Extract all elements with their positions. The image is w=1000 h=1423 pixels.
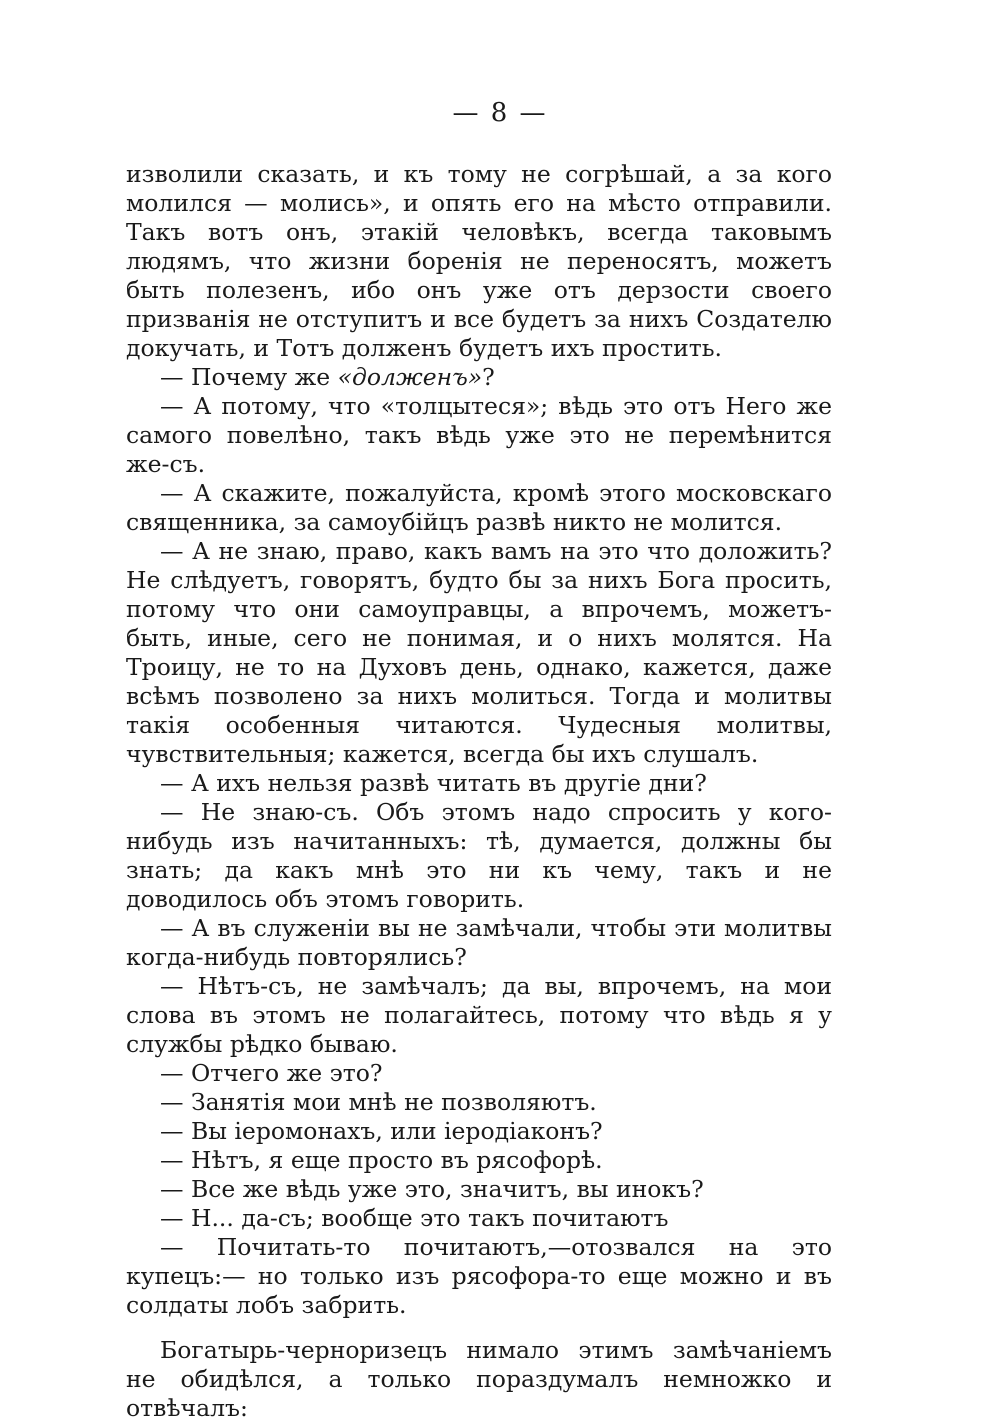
paragraph: — Н... да-съ; вообще это такъ почитаютъ xyxy=(160,1204,669,1232)
paragraph: Богатырь-черноризецъ нимало этимъ замѣчаніемъ не обидѣлся, а только пораздумалъ немножко и отвѣчалъ: xyxy=(126,1336,832,1422)
question-prefix: — Почему же xyxy=(160,363,338,391)
paragraph: — А въ служеніи вы не замѣчали, чтобы эти молитвы когда-нибудь повторялись? xyxy=(126,914,832,971)
paragraph: — Все же вѣдь уже это, значитъ, вы инокъ? xyxy=(160,1175,704,1203)
paragraph: — Отчего же это? xyxy=(160,1059,383,1087)
paragraph: — Не знаю-съ. Объ этомъ надо спросить у кого-нибудь изъ начитанныхъ: тѣ, думается, должны бы знать; да какъ мнѣ это ни къ чему, такъ и не доводилось объ этомъ говорить. xyxy=(126,798,832,913)
paragraph: — А потому, что «толцытеся»; вѣдь это отъ Него же самого повелѣно, такъ вѣдь уже это не перемѣнится же-съ. xyxy=(126,392,832,478)
paragraph: — Почитать-то почитаютъ,—отозвался на это купецъ:— но только изъ рясофора-то еще можно и въ солдаты лобъ забрить. xyxy=(126,1233,832,1319)
paragraph: — Вы іеромонахъ, или іеродіаконъ? xyxy=(160,1117,603,1145)
question-emphasis: «долженъ» xyxy=(337,363,483,391)
page-number: — 8 — xyxy=(452,98,548,128)
paragraph-question xyxy=(126,363,832,392)
paragraph: — Нѣтъ, я еще просто въ рясофорѣ. xyxy=(160,1146,603,1174)
paragraph: — Занятія мои мнѣ не позволяютъ. xyxy=(160,1088,597,1116)
paragraph: — А не знаю, право, какъ вамъ на это что доложить? Не слѣдуетъ, говорятъ, будто бы за нихъ Бога просить, потому что они самоуправцы, а впрочемъ, можетъ-быть, иные, сего не понимая, и о нихъ молятся. На Троицу, не то на Духовъ день, однако, кажется, даже всѣмъ позволено за нихъ молиться. Тогда и молитвы такія особенныя читаются. Чудесныя молитвы, чувствительныя; кажется, всегда бы ихъ слушалъ. xyxy=(126,537,832,768)
main-text xyxy=(126,160,832,1423)
question-suffix: ? xyxy=(482,363,495,391)
paragraph: — А ихъ нельзя развѣ читать въ другіе дни? xyxy=(160,769,707,797)
paragraph: — Нѣтъ-съ, не замѣчалъ; да вы, впрочемъ, на мои слова въ этомъ не полагайтесь, потому что вѣдь я у службы рѣдко бываю. xyxy=(126,972,832,1058)
paragraph: изволили сказать, и къ тому не согрѣшай, а за кого молился — молись», и опять его на мѣсто отправили. Такъ вотъ онъ, этакій человѣкъ, всегда таковымъ людямъ, что жизни боренія не переносятъ, можетъ быть полезенъ, ибо онъ уже отъ дерзости своего призванія не отступитъ и все будетъ за нихъ Создателю докучать, и Тотъ долженъ будетъ ихъ простить. xyxy=(126,160,832,362)
paragraph: — А скажите, пожалуйста, кромѣ этого московскаго священника, за самоубійцъ развѣ никто не молится. xyxy=(126,479,832,536)
